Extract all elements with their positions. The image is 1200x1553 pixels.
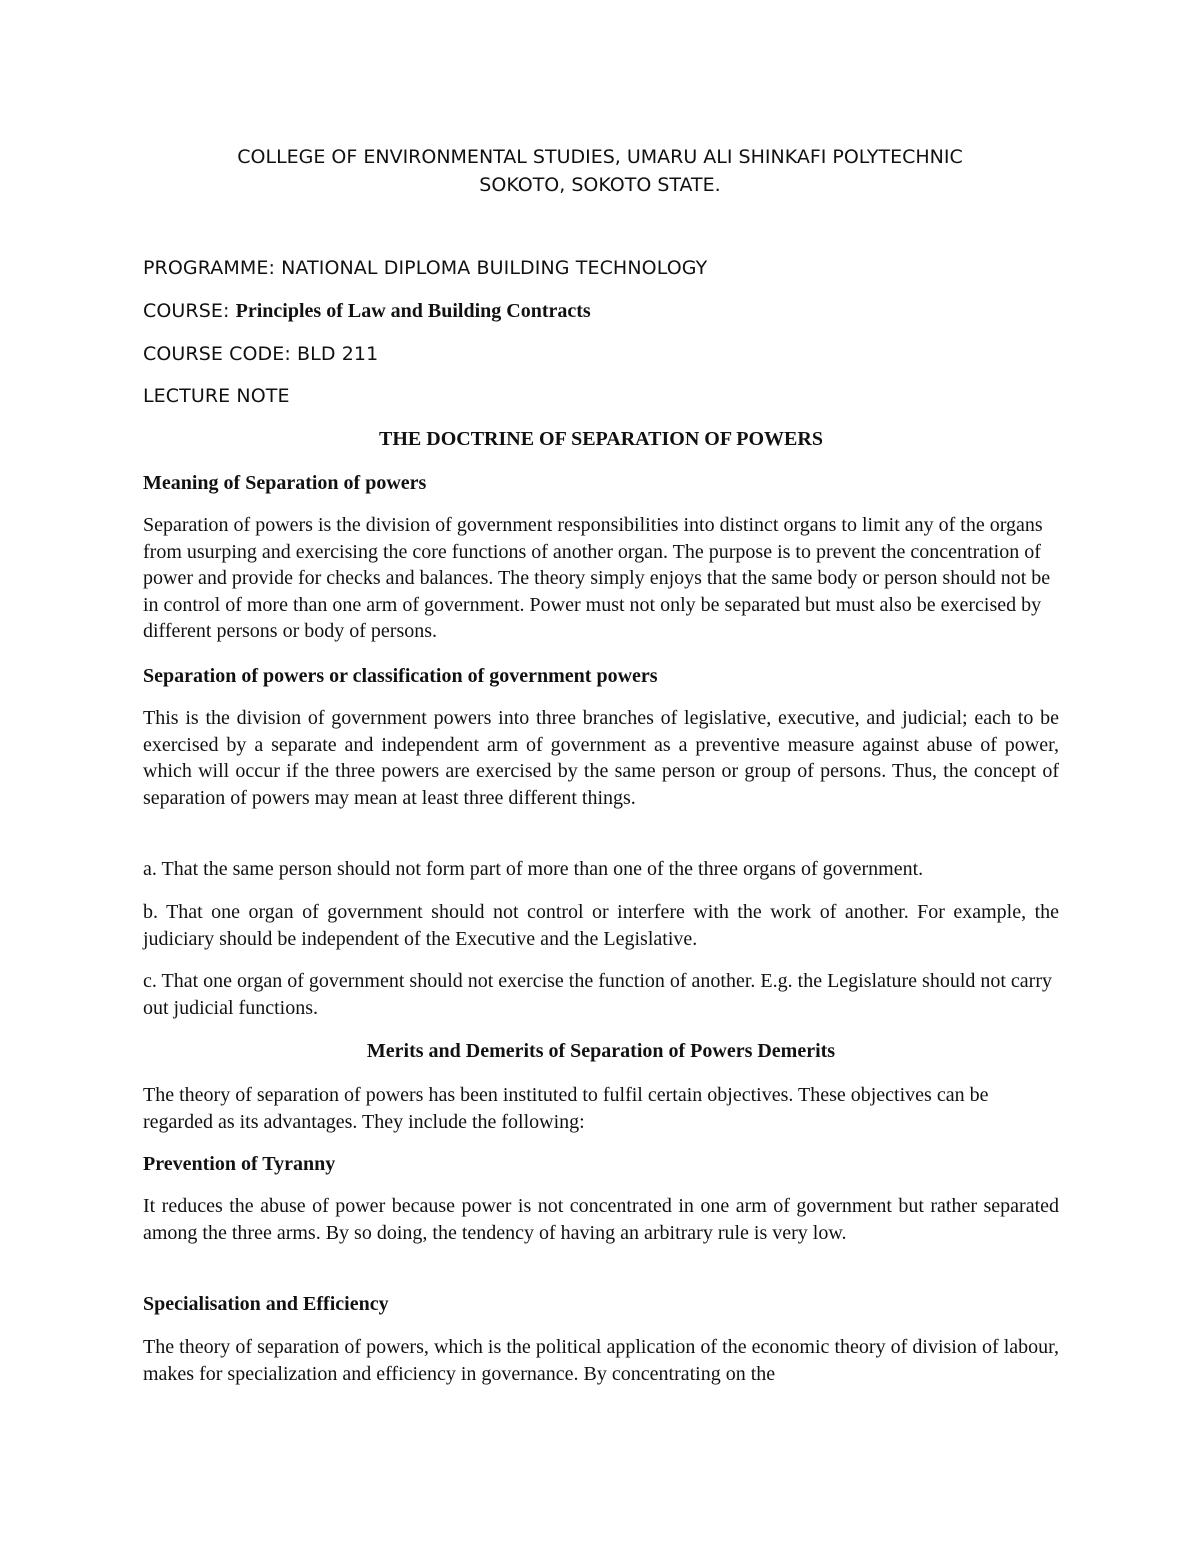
meaning-heading: Meaning of Separation of powers xyxy=(143,472,427,494)
point-c-text: c. That one organ of government should not exercise the function of another. E.g. the Legislature should not carry out judicial functions. xyxy=(143,970,1053,1019)
classification-heading: Separation of powers or classification of government powers xyxy=(143,665,658,687)
merits-heading: Merits and Demerits of Separation of Powers Demerits xyxy=(366,1040,836,1062)
point-b-text: b. That one organ of government should not control or interfere with the work of another. For example, the judiciary should be independent of the Executive and the Legislative. xyxy=(143,901,1059,950)
specialisation-text: The theory of separation of powers, which is the political application of the economic theory of division of labour, makes for specialization and efficiency in governance. By concentrating on the xyxy=(143,1336,1059,1385)
point-b xyxy=(143,899,1059,952)
institution-header-line-2: SOKOTO, SOKOTO STATE. xyxy=(479,174,721,196)
tyranny-heading: Prevention of Tyranny xyxy=(143,1153,336,1175)
merits-text: The theory of separation of powers has been instituted to fulfil certain objectives. These objectives can be regarded as its advantages. They include the following: xyxy=(143,1084,989,1133)
classification-paragraph xyxy=(143,705,1059,811)
point-a xyxy=(143,856,1059,883)
point-c xyxy=(143,968,1059,1021)
course-code-line: COURSE CODE: BLD 211 xyxy=(143,343,379,365)
programme-line: PROGRAMME: NATIONAL DIPLOMA BUILDING TECHNOLOGY xyxy=(143,257,708,279)
merits-paragraph xyxy=(143,1082,1059,1135)
specialisation-paragraph xyxy=(143,1334,1059,1387)
specialisation-heading: Specialisation and Efficiency xyxy=(143,1293,389,1315)
meaning-text: Separation of powers is the division of government responsibilities into distinct organs to limit any of the organs from usurping and exercising the core functions of another organ. The purpose is to prevent the concentration of power and provide for checks and balances. The theory simply enjoys that the same body or person should not be in control of more than one arm of government. Power must not only be separated but must also be exercised by different persons or body of persons. xyxy=(143,514,1051,642)
course-title: Principles of Law and Building Contracts xyxy=(235,300,591,322)
classification-text: This is the division of government powers into three branches of legislative, executive, and judicial; each to be exercised by a separate and independent arm of government as a preventive measure against abuse of power, which will occur if the three powers are exercised by the same person or group of persons. Thus, the concept of separation of powers may mean at least three different things. xyxy=(143,707,1059,809)
lecture-note-label: LECTURE NOTE xyxy=(143,385,290,407)
point-a-text: a. That the same person should not form part of more than one of the three organs of government. xyxy=(143,858,924,880)
course-label: COURSE: xyxy=(143,300,236,322)
document-title: THE DOCTRINE OF SEPARATION OF POWERS xyxy=(379,428,823,450)
course-line xyxy=(143,297,1059,327)
institution-header-line-1: COLLEGE OF ENVIRONMENTAL STUDIES, UMARU ALI SHINKAFI POLYTECHNIC xyxy=(237,146,963,168)
meaning-paragraph xyxy=(143,512,1059,645)
tyranny-paragraph xyxy=(143,1193,1059,1246)
tyranny-text: It reduces the abuse of power because power is not concentrated in one arm of government but rather separated among the three arms. By so doing, the tendency of having an arbitrary rule is very low. xyxy=(143,1195,1059,1244)
